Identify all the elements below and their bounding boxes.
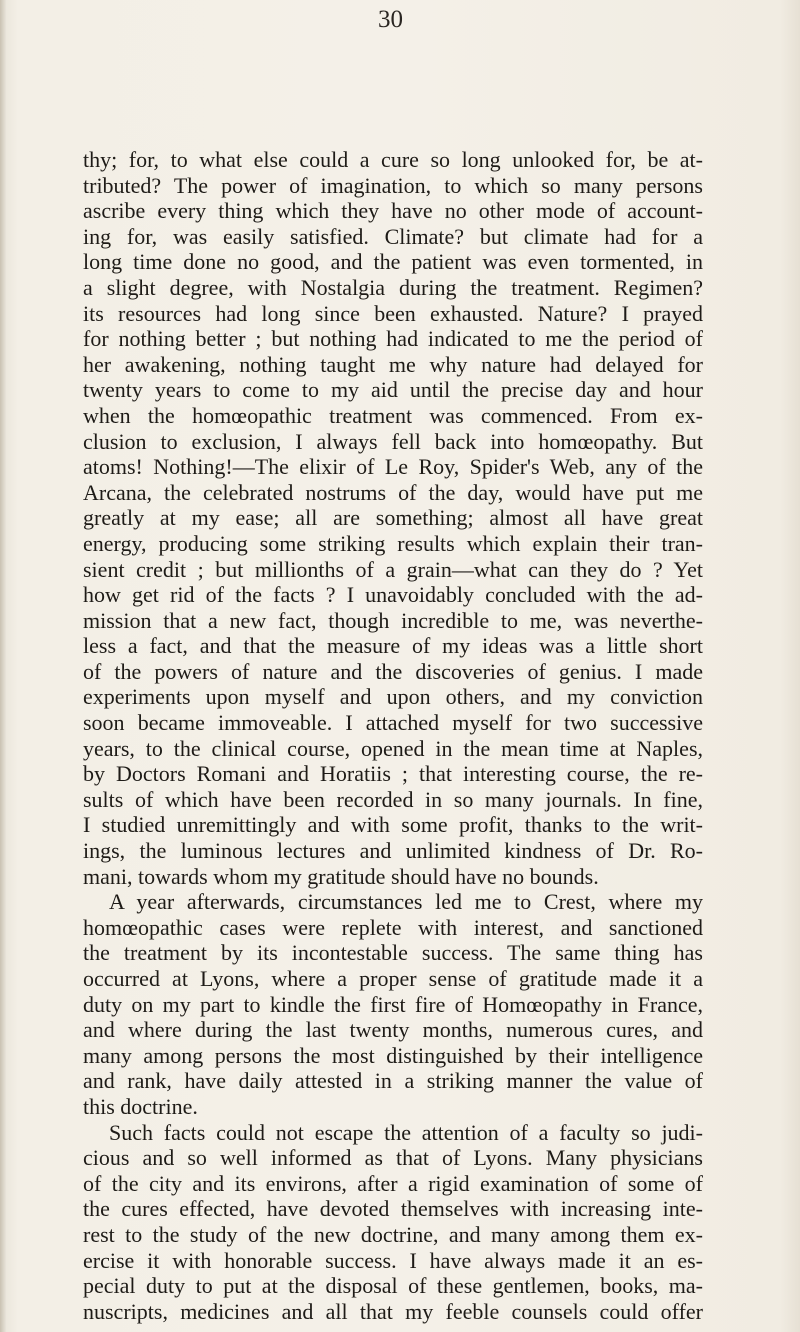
text-line: rest to the study of the new doctrine, and many among them ex-: [83, 1221, 703, 1247]
text-line: a slight degree, with Nostalgia during the treatment. Regimen?: [83, 274, 703, 300]
paragraph-end-line: mani, towards whom my gratitude should have no bounds.: [83, 863, 599, 889]
text-line: cious and so well informed as that of Lyons. Many physicians: [83, 1145, 703, 1171]
text-line: her awakening, nothing taught me why nature had delayed for: [83, 351, 703, 377]
text-line: ing for, was easily satisfied. Climate? but climate had for a: [83, 223, 703, 249]
text-line: by Doctors Romani and Horatiis ; that interesting course, the re-: [83, 761, 703, 787]
text-line: the treatment by its incontestable success. The same thing has: [83, 940, 703, 966]
text-line: homœopathic cases were replete with interest, and sanctioned: [83, 914, 703, 940]
page-number: 30: [378, 6, 403, 33]
text-line: I studied unremittingly and with some profit, thanks to the writ-: [83, 812, 703, 838]
body-text: [83, 147, 703, 1324]
text-line: ascribe every thing which they have no other mode of account-: [83, 198, 703, 224]
text-line: sults of which have been recorded in so many journals. In fine,: [83, 786, 703, 812]
paragraph-start-line: A year afterwards, circumstances led me to Crest, where my: [109, 889, 703, 915]
paragraph-start-line: Such facts could not escape the attention of a faculty so judi-: [109, 1119, 703, 1145]
text-line: long time done no good, and the patient was even tormented, in: [83, 249, 703, 275]
text-line: ings, the luminous lectures and unlimited kindness of Dr. Ro-: [83, 838, 703, 864]
text-line: atoms! Nothing!—The elixir of Le Roy, Spider's Web, any of the: [83, 454, 703, 480]
text-line: how get rid of the facts ? I unavoidably concluded with the ad-: [83, 582, 703, 608]
text-line: the cures effected, have devoted themselves with increasing inte-: [83, 1196, 703, 1222]
text-line: experiments upon myself and upon others, and my conviction: [83, 684, 703, 710]
text-line: of the powers of nature and the discoveries of genius. I made: [83, 658, 703, 684]
text-line: tributed? The power of imagination, to which so many persons: [83, 172, 703, 198]
text-line: and rank, have daily attested in a striking manner the value of: [83, 1068, 703, 1094]
text-line: clusion to exclusion, I always fell back into homœopathy. But: [83, 428, 703, 454]
text-line: duty on my part to kindle the first fire of Homœopathy in France,: [83, 991, 703, 1017]
text-line: when the homœopathic treatment was commenced. From ex-: [83, 402, 703, 428]
text-line: occurred at Lyons, where a proper sense of gratitude made it a: [83, 966, 703, 991]
text-line: ercise it with honorable success. I have always made it an es-: [83, 1247, 703, 1273]
text-line: mission that a new fact, though incredible to me, was neverthe-: [83, 607, 703, 633]
text-line: thy; for, to what else could a cure so long unlooked for, be at-: [83, 147, 703, 172]
text-line: twenty years to come to my aid until the precise day and hour: [83, 377, 703, 403]
paragraph-end-line: this doctrine.: [83, 1093, 198, 1119]
page-edge-shadow: [0, 0, 6, 1332]
text-line: many among persons the most distinguished by their intelligence: [83, 1042, 703, 1068]
text-line: its resources had long since been exhausted. Nature? I prayed: [83, 300, 703, 326]
text-line: and where during the last twenty months, numerous cures, and: [83, 1017, 703, 1043]
text-line: years, to the clinical course, opened in the mean time at Naples,: [83, 735, 703, 761]
text-line: greatly at my ease; all are something; almost all have great: [83, 505, 703, 531]
text-line: energy, producing some striking results which explain their tran-: [83, 530, 703, 556]
text-line: nuscripts, medicines and all that my feeble counsels could offer: [83, 1298, 703, 1324]
text-line: less a fact, and that the measure of my ideas was a little short: [83, 633, 703, 659]
text-line: Arcana, the celebrated nostrums of the day, would have put me: [83, 479, 703, 505]
text-line: for nothing better ; but nothing had indicated to me the period of: [83, 326, 703, 352]
text-line: pecial duty to put at the disposal of these gentlemen, books, ma-: [83, 1273, 703, 1299]
text-line: sient credit ; but millionths of a grain—what can they do ? Yet: [83, 556, 703, 582]
text-line: of the city and its environs, after a rigid examination of some of: [83, 1170, 703, 1196]
text-line: soon became immoveable. I attached myself for two successive: [83, 710, 703, 736]
